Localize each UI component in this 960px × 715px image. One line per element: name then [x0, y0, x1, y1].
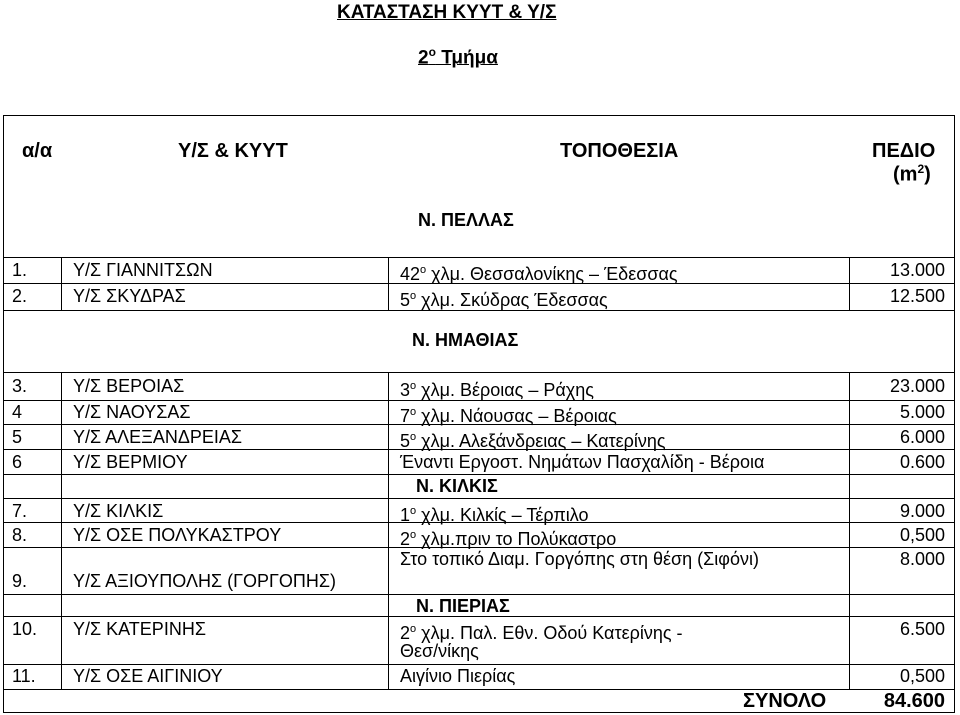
row-4-area: 5.000	[899, 402, 945, 422]
col-divider	[61, 372, 62, 690]
row-divider	[3, 372, 955, 373]
row-divider	[3, 498, 955, 499]
row-3-loc-text: χλμ. Βέροιας – Ράχης	[416, 380, 594, 400]
section-imathia: Ν. ΗΜΑΘΙΑΣ	[412, 330, 519, 350]
row-2-loc-num: 5	[400, 290, 411, 310]
row-9-area: 8.000	[899, 549, 945, 569]
row-6-area: 0.600	[899, 452, 945, 472]
row-divider	[3, 616, 955, 617]
row-5-loc-num: 5	[400, 431, 411, 451]
row-9-location	[400, 548, 759, 570]
row-1-loc-text: χλμ. Θεσσαλονίκης – Έδεσσας	[426, 264, 678, 284]
section-kilkis: Ν. ΚΙΛΚΙΣ	[416, 476, 498, 496]
row-3-location	[400, 375, 594, 401]
row-10-loc-num: 2	[400, 623, 411, 643]
row-10-area: 6.500	[899, 619, 945, 639]
header-area-close: )	[924, 163, 931, 186]
row-2-name: Υ/Σ ΣΚΥΔΡΑΣ	[73, 286, 186, 306]
row-9-aa: 9.	[12, 571, 28, 591]
subtitle-text: Τμήμα	[435, 47, 498, 69]
document-subtitle	[418, 45, 498, 69]
row-1-loc-sup: ο	[420, 264, 427, 276]
header-area-sup: 2	[917, 162, 925, 176]
row-1-aa: 1.	[12, 260, 28, 280]
row-divider	[3, 474, 955, 475]
row-divider	[3, 310, 955, 311]
row-8-loc-sup: ο	[410, 529, 417, 541]
row-10-aa: 10.	[12, 619, 38, 639]
row-divider	[3, 257, 955, 258]
row-2-location	[400, 285, 608, 311]
row-4-aa: 4	[12, 402, 23, 422]
row-2-loc-sup: ο	[410, 290, 417, 302]
row-5-loc-text: χλμ. Αλεξάνδρειας – Κατερίνης	[416, 431, 666, 451]
section-pella: Ν. ΠΕΛΛΑΣ	[418, 210, 514, 230]
row-8-loc-text: χλμ.πριν το Πολύκαστρο	[416, 529, 617, 549]
row-10-loc-text: χλμ. Παλ. Εθν. Οδού Κατερίνης -	[416, 623, 683, 643]
row-divider	[3, 424, 955, 425]
total-value: 84.600	[883, 690, 945, 712]
row-7-loc-text: χλμ. Κιλκίς – Τέρπιλο	[416, 505, 589, 525]
row-1-location	[400, 259, 678, 285]
row-10-name: Υ/Σ ΚΑΤΕΡΙΝΗΣ	[73, 619, 206, 639]
row-11-loc-text: Αιγίνιο Πιερίας	[400, 666, 516, 686]
row-3-loc-num: 3	[400, 380, 411, 400]
row-8-loc-num: 2	[400, 529, 411, 549]
row-8-name: Υ/Σ ΟΣΕ ΠΟΛΥΚΑΣΤΡΟΥ	[73, 525, 282, 545]
row-7-aa: 7.	[12, 501, 28, 521]
row-11-location	[400, 665, 515, 687]
row-2-area: 12.500	[889, 286, 945, 306]
section-pieria: Ν. ΠΙΕΡΙΑΣ	[416, 596, 510, 616]
header-aa: α/α	[22, 140, 53, 162]
row-6-name: Υ/Σ ΒΕΡΜΙΟΥ	[73, 452, 188, 472]
row-9-loc-text: Στο τοπικό Διαμ. Γοργόπης στη θέση (Σιφόνι)	[400, 549, 759, 569]
row-8-area: 0,500	[899, 525, 945, 545]
row-2-aa: 2.	[12, 286, 28, 306]
row-2-loc-text: χλμ. Σκύδρας Έδεσσας	[416, 290, 608, 310]
row-4-loc-sup: ο	[410, 406, 417, 418]
row-5-loc-sup: ο	[410, 431, 417, 443]
row-7-name: Υ/Σ ΚΙΛΚΙΣ	[73, 501, 164, 521]
total-label: ΣΥΝΟΛΟ	[743, 690, 827, 712]
row-6-aa: 6	[12, 452, 23, 472]
row-6-loc-text: Έναντι Εργοστ. Νημάτων Πασχαλίδη - Βέροια	[400, 452, 765, 472]
header-name: Υ/Σ & ΚΥΥΤ	[178, 140, 288, 162]
row-5-aa: 5	[12, 427, 23, 447]
subtitle-sup: ο	[428, 45, 436, 59]
row-7-loc-sup: ο	[410, 505, 417, 517]
row-11-area: 0,500	[899, 666, 945, 686]
header-location: ΤΟΠΟΘΕΣΙΑ	[560, 140, 679, 162]
row-5-area: 6.000	[899, 427, 945, 447]
row-11-name: Υ/Σ ΟΣΕ ΑΙΓΙΝΙΟΥ	[73, 666, 223, 686]
row-3-name: Υ/Σ ΒΕΡΟΙΑΣ	[73, 376, 185, 396]
row-7-loc-num: 1	[400, 505, 411, 525]
header-area-unit	[893, 162, 931, 187]
row-1-area: 13.000	[889, 260, 945, 280]
row-10-location-line2: Θεσ/νίκης	[400, 641, 479, 661]
row-10-loc-sup: ο	[410, 623, 417, 635]
row-3-area: 23.000	[889, 376, 945, 396]
row-7-area: 9.000	[899, 501, 945, 521]
document-title: ΚΑΤΑΣΤΑΣΗ ΚΥΥΤ & Υ/Σ	[337, 2, 557, 23]
row-divider	[3, 522, 955, 523]
row-4-name: Υ/Σ ΝΑΟΥΣΑΣ	[73, 402, 191, 422]
row-3-aa: 3.	[12, 376, 28, 396]
col-divider	[849, 372, 850, 690]
row-5-name: Υ/Σ ΑΛΕΞΑΝΔΡΕΙΑΣ	[73, 427, 243, 447]
row-1-loc-num: 42	[400, 264, 421, 284]
row-8-aa: 8.	[12, 525, 28, 545]
row-4-loc-num: 7	[400, 406, 411, 426]
header-area-unit-text: (m	[893, 163, 918, 186]
row-divider	[3, 594, 955, 595]
header-area: ΠΕΔΙΟ	[872, 140, 936, 162]
row-9-name: Υ/Σ ΑΞΙΟΥΠΟΛΗΣ (ΓΟΡΓΟΠΗΣ)	[73, 571, 337, 591]
row-3-loc-sup: ο	[410, 380, 417, 392]
row-11-aa: 11.	[12, 666, 36, 686]
subtitle-num: 2	[418, 47, 429, 69]
row-6-location	[400, 451, 764, 473]
row-divider	[3, 283, 955, 284]
row-divider	[3, 449, 955, 450]
row-4-loc-text: χλμ. Νάουσας – Βέροιας	[416, 406, 617, 426]
col-divider	[388, 372, 389, 690]
row-1-name: Υ/Σ ΓΙΑΝΝΙΤΣΩΝ	[73, 260, 213, 280]
